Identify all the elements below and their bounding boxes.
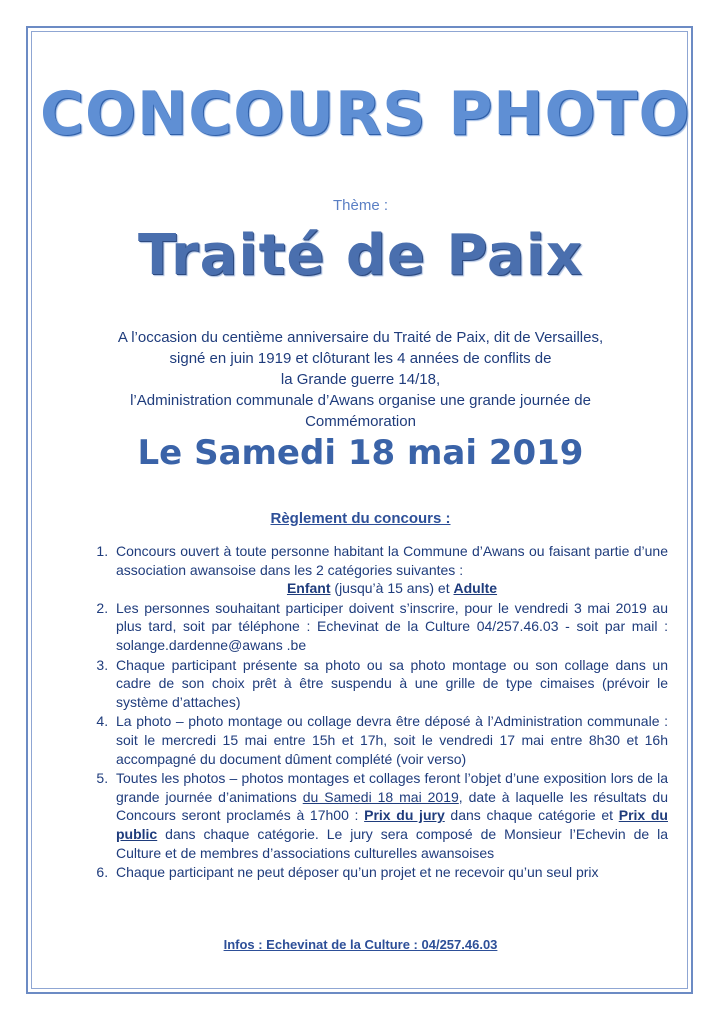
intro-line: Commémoration bbox=[305, 413, 416, 430]
rule-categories bbox=[116, 579, 668, 598]
poster-title: CONCOURS PHOTO bbox=[40, 79, 691, 149]
intro-line: la Grande guerre 14/18, bbox=[280, 371, 441, 388]
prix-du-jury: Prix du jury bbox=[364, 807, 445, 824]
rule-text: Les personnes souhaitant participer doivent s’inscrire, pour le vendredi 3 mai 2019 au plus tard, soit par téléphone : Echevinat de la Culture 04/257.46.03 - soit par mail : solange.dardenne@awans .be bbox=[116, 599, 668, 653]
theme-label: Thème : bbox=[332, 197, 389, 214]
intro-paragraph bbox=[40, 327, 681, 432]
theme-subject: Traité de Paix bbox=[137, 223, 584, 288]
rule-text: Chaque participant ne peut déposer qu’un projet et ne recevoir qu’un seul prix bbox=[116, 864, 599, 881]
category-adulte: Adulte bbox=[453, 580, 498, 597]
rule-item bbox=[112, 769, 668, 862]
infos-contact: Infos : Echevinat de la Culture : 04/257.46.03 bbox=[223, 937, 498, 952]
rule-item bbox=[112, 863, 668, 882]
prix-du-public: Prix du public bbox=[116, 807, 668, 842]
intro-line: A l’occasion du centième anniversaire du Traité de Paix, dit de Versailles, bbox=[117, 329, 604, 346]
rule-text: La photo – photo montage ou collage devra être déposé à l’Administration communale : soit le mercredi 15 mai entre 15h et 17h, soit le vendredi 17 mai entre 8h30 et 16h accompagné du document dûment complété (voir verso) bbox=[116, 713, 668, 767]
rule-text: dans chaque catégorie. Le jury sera composé de Monsieur l’Echevin de la Culture et de membres d’associations culturelles awansoises bbox=[116, 825, 668, 861]
rule-item bbox=[112, 599, 668, 655]
rule-item bbox=[112, 712, 668, 768]
rule-text: Chaque participant présente sa photo ou sa photo montage ou son collage dans un cadre de son choix prêt à être suspendu à une grille de type cimaises (prévoir le système d’attaches) bbox=[116, 656, 668, 710]
rules-list bbox=[88, 542, 668, 883]
intro-line: l’Administration communale d’Awans organise une grande journée de bbox=[130, 392, 591, 409]
rule-text: , date à laquelle les résultats du Concours seront proclamés à 17h00 : bbox=[116, 788, 668, 824]
category-joiner: (jusqu’à 15 ans) et bbox=[330, 580, 454, 597]
rule-text: dans chaque catégorie et bbox=[444, 807, 619, 824]
rule-text: Concours ouvert à toute personne habitant la Commune d’Awans ou faisant partie d’une association awansoise dans les 2 catégories suivantes : bbox=[116, 543, 668, 578]
poster-content bbox=[40, 40, 691, 984]
rules-heading: Règlement du concours : bbox=[270, 510, 451, 527]
exhibition-date: du Samedi 18 mai 2019 bbox=[302, 788, 459, 805]
category-enfant: Enfant bbox=[286, 580, 331, 597]
rule-item bbox=[112, 542, 668, 598]
intro-line: signé en juin 1919 et clôturant les 4 années de conflits de bbox=[169, 350, 552, 367]
rule-text: Toutes les photos – photos montages et collages feront l’objet d’une exposition lors de la grande journée d’animations bbox=[116, 770, 668, 805]
rule-item bbox=[112, 656, 668, 712]
event-date: Le Samedi 18 mai 2019 bbox=[137, 433, 584, 473]
